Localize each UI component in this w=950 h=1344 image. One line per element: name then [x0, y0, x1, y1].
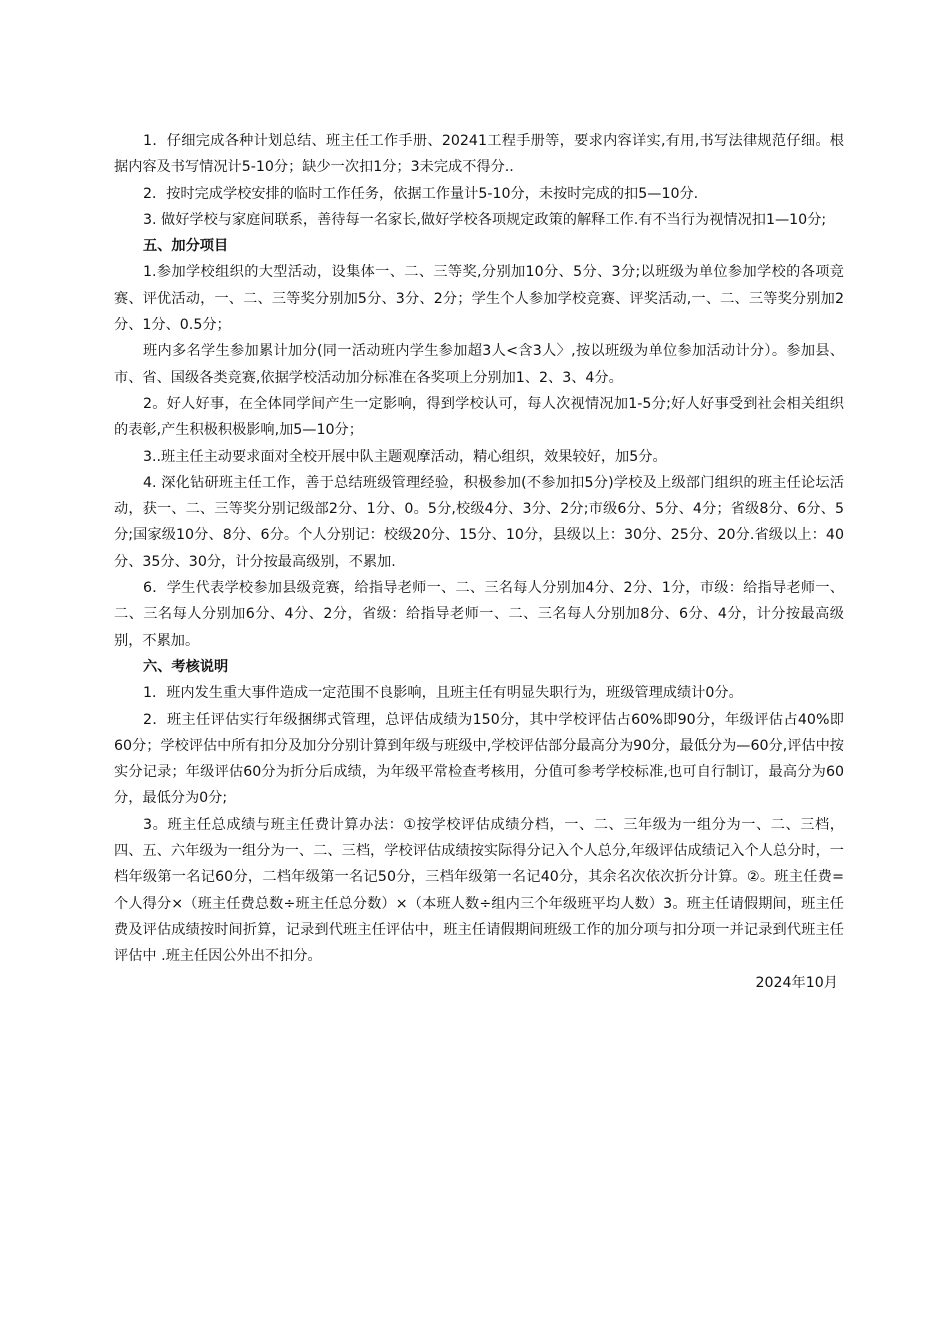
- section-5-item-4: 4. 深化钻研班主任工作，善于总结班级管理经验，积极参加(不参加扣5分)学校及上级部门组织的班主任论坛活动，获一、二、三等奖分别记级部2分、1分、0。5分,校级4分、3分、2分;市级6分、5分、4分；省级8分、6分、5分;国家级10分、8分、6分。个人分别记：校级20分、15分、10分，县级以上：30分、25分、20分.省级以上：40分、35分、30分，计分按最高级别，不累加.: [114, 474, 844, 570]
- section-5-item-6: 6．学生代表学校参加县级竞赛，给指导老师一、二、三名每人分别加4分、2分、1分，市级：给指导老师一、二、三名每人分别加6分、4分、2分，省级：给指导老师一、二、三名每人分别加8分、6分、4分，计分按最高级别，不累加。: [114, 580, 844, 649]
- section-5-item-2: 2。好人好事，在全体同学间产生一定影响，得到学校认可，每人次视情况加1-5分;好人好事受到社会相关组织的表彰,产生积极积极影响,加5—10分；: [114, 395, 844, 439]
- section-6-item-2: 2．班主任评估实行年级捆绑式管理，总评估成绩为150分，其中学校评估占60%即90分，年级评估占40%即60分；学校评估中所有扣分及加分分别计算到年级与班级中,学校评估部分最高分为90分，最低分为—60分,评估中按实分记录；年级评估60分为折分后成绩，为年级平常检查考核用，分值可参考学校标准,也可自行制订，最高分为60分，最低分为0分;: [114, 711, 844, 807]
- intro-item-2: 2．按时完成学校安排的临时工作任务，依据工作量计5-10分，未按时完成的扣5—10分.: [143, 185, 699, 202]
- intro-item-1: 1．仔细完成各种计划总结、班主任工作手册、20241工程手册等，要求内容详实,有用,书写法律规范仔细。根据内容及书写情况计5-10分；缺少一次扣1分；3未完成不得分..: [114, 133, 844, 176]
- section-6-heading: 六、考核说明: [143, 658, 229, 675]
- section-6-item-1: 1．班内发生重大事件造成一定范围不良影响，且班主任有明显失职行为，班级管理成绩计0分。: [143, 685, 743, 702]
- document-date: 2024年10月: [755, 974, 838, 991]
- section-6-item-3: 3。班主任总成绩与班主任费计算办法：①按学校评估成绩分档，一、二、三年级为一组分为一、二、三档，四、五、六年级为一组分为一、二、三档，学校评估成绩按实际得分记入个人总分,年级评估成绩记入个人总分时，一档年级第一名记60分，二档年级第一名记50分，三档年级第一名记40分，其余名次依次折分计算。②。班主任费=个人得分×（班主任费总数÷班主任总分数）×（本班人数÷组内三个年级班平均人数）3。班主任请假期间，班主任费及评估成绩按时间折算，记录到代班主任评估中，班主任请假期间班级工作的加分项与扣分项一并记录到代班主任评估中 .班主任因公外出不扣分。: [114, 816, 844, 965]
- section-5-heading: 五、加分项目: [143, 238, 229, 255]
- section-5-item-1: 1.参加学校组织的大型活动，设集体一、二、三等奖,分别加10分、5分、3分;以班级为单位参加学校的各项竞赛、评优活动，一、二、三等奖分别加5分、3分、2分；学生个人参加学校竞赛、评奖活动,一、二、三等奖分别加2分、1分、0.5分；: [114, 264, 844, 334]
- section-5-item-3: 3..班主任主动要求面对全校开展中队主题观摩活动，精心组织，效果较好，加5分。: [143, 448, 667, 465]
- intro-item-3: 3. 做好学校与家庭间联系，善待每一名家长,做好学校各项规定政策的解释工作.有不当行为视情况扣1—10分;: [143, 211, 827, 228]
- section-5-item-1-continued: 班内多名学生参加累计加分(同一活动班内学生参加超3人<含3人〉,按以班级为单位参加活动计分）。参加县、市、省、国级各类竞赛,依据学校活动加分标准在各奖项上分别加1、2、3、4分。: [114, 343, 844, 386]
- document-page: [114, 128, 844, 996]
